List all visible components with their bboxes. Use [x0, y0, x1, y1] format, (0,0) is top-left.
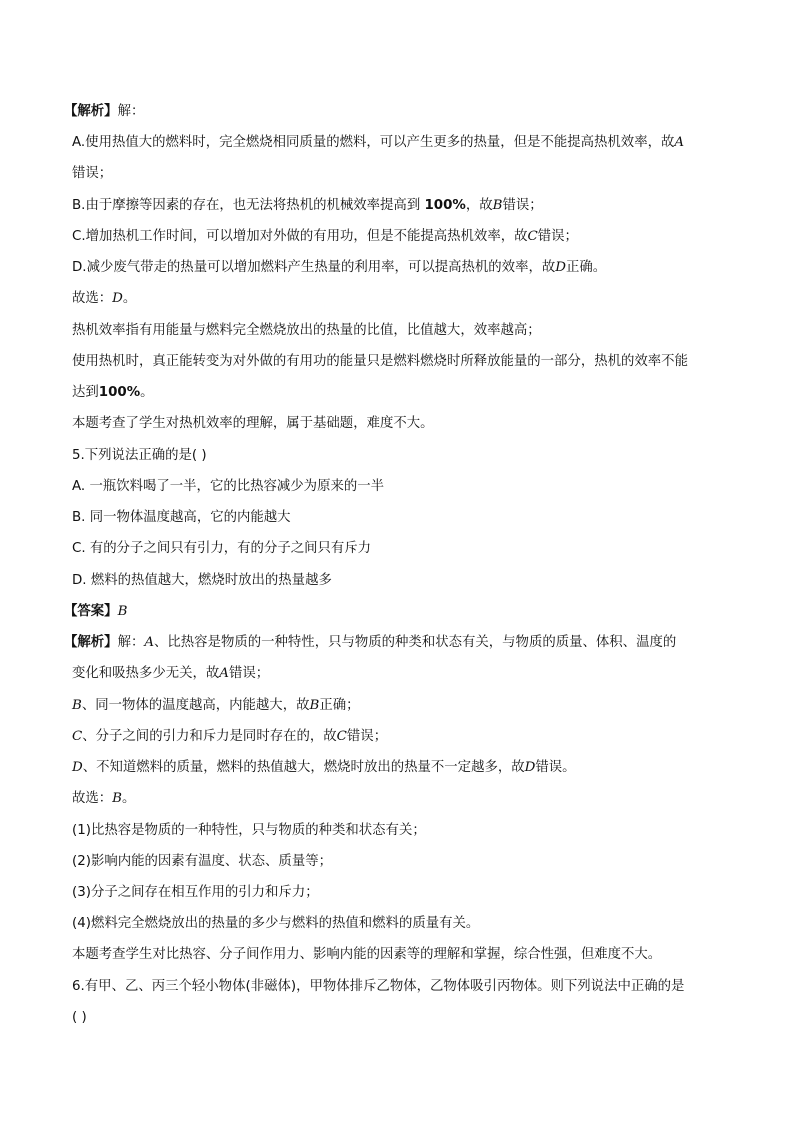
analysis-5-line-2: [72, 665, 269, 683]
analysis-c-letter: C: [527, 229, 538, 244]
choice-label: 故选：: [72, 291, 113, 306]
summary-line-2: [72, 946, 661, 964]
point-text-3: (3)分子之间存在相互作用的引力和斥力；: [72, 885, 319, 900]
analysis-5-line-5: [72, 759, 576, 777]
analysis-5-text-5: 、不知道燃料的质量，燃料的热值越大，燃烧时放出的热量不一定越多，故: [82, 760, 525, 775]
analysis-line-c: [72, 228, 578, 246]
analysis-5-text-4: 、分子之间的引力和斥力是同时存在的，故: [82, 729, 337, 744]
analysis-5-line-1: [64, 634, 676, 652]
analysis-5-letter-a: A: [144, 635, 155, 650]
analysis-5-text-1: 、比热容是物质的一种特性，只与物质的种类和状态有关，与物质的质量、体积、温度的: [154, 635, 677, 650]
note-line-1: [72, 322, 541, 340]
option-b-text: B. 同一物体温度越高，它的内能越大: [72, 510, 291, 525]
question-5-option-a: [72, 478, 384, 496]
note-value: 100%: [98, 385, 141, 400]
choice-2-end: 。: [122, 791, 136, 806]
point-line-2: [72, 853, 332, 871]
question-6-text: 6.有甲、乙、丙三个轻小物体(非磁体)，甲物体排斥乙物体，乙物体吸引丙物体。则下列说法中正确的是: [72, 979, 685, 994]
choice-letter: D: [112, 291, 123, 306]
option-c-text: C. 有的分子之间只有引力，有的分子之间只有斥力: [72, 541, 372, 556]
analysis-5-end-3: 正确；: [319, 698, 360, 713]
point-line-1: [72, 822, 426, 840]
analysis-b-value: 100%: [424, 198, 466, 213]
analysis-b-letter: B: [492, 198, 503, 213]
analysis-5-letter-b: B: [72, 698, 82, 713]
analysis-5-end-4: 错误；: [346, 729, 388, 744]
question-6-paren: [72, 1009, 87, 1027]
analysis-5-tag: 【解析】: [64, 635, 118, 650]
point-line-3: [72, 884, 319, 902]
point-text-4: (4)燃料完全燃烧放出的热量的多少与燃料的热值和燃料的质量有关。: [72, 916, 480, 931]
analysis-line-b: [72, 197, 543, 215]
analysis-5-letter-d: D: [72, 760, 83, 775]
note-text-2: 使用热机时，真正能转变为对外做的有用功的能量只是燃料燃烧时所释放能量的一部分，热机的效率不能: [72, 354, 688, 369]
point-text-1: (1)比热容是物质的一种特性，只与物质的种类和状态有关；: [72, 823, 426, 838]
choice-2-letter: B: [112, 791, 123, 806]
analysis-5-letter-d2: D: [524, 760, 536, 775]
analysis-b-text: B.由于摩擦等因素的存在，也无法将热机的机械效率提高到: [72, 198, 421, 213]
note-line-3: [72, 384, 154, 402]
analysis-5-letter-a2: A: [219, 666, 229, 681]
analysis-d-letter: D: [555, 260, 566, 275]
analysis-a-text: A.使用热值大的燃料时，完全燃烧相同质量的燃料，可以产生更多的热量，但是不能提高热机效率，故: [72, 135, 675, 150]
analysis-5-end-5: 错误。: [535, 760, 576, 775]
note-text-3: 达到: [72, 385, 99, 400]
choice-line-2: [72, 790, 135, 808]
analysis-header: [64, 103, 144, 121]
analysis-5-text-3: 、同一物体的温度越高，内能越大，故: [81, 698, 310, 713]
analysis-tag: 【解析】: [64, 104, 118, 119]
analysis-c-text: C.增加热机工作时间，可以增加对外做的有用功，但是不能提高热机效率，故: [72, 229, 528, 244]
answer-tag: 【答案】: [64, 604, 118, 619]
point-text-2: (2)影响内能的因素有温度、状态、质量等；: [72, 854, 332, 869]
option-a-text: A. 一瓶饮料喝了一半，它的比热容减少为原来的一半: [72, 479, 385, 494]
analysis-line-d: [72, 259, 606, 277]
analysis-a-letter: A: [674, 135, 685, 150]
analysis-5-letter-c2: C: [336, 729, 347, 744]
analysis-a-cont-text: 错误；: [72, 166, 113, 181]
summary-text-1: 本题考查了学生对热机效率的理解，属于基础题，难度不大。: [72, 416, 434, 431]
point-line-4: [72, 915, 479, 933]
analysis-5-letter-c: C: [72, 729, 83, 744]
question-6-paren-text: ( ): [72, 1010, 87, 1025]
choice-2-label: 故选：: [72, 791, 113, 806]
option-d-text: D. 燃料的热值越大，燃烧时放出的热量越多: [72, 573, 332, 588]
analysis-b-end: 错误；: [502, 198, 543, 213]
answer-line: [64, 603, 127, 621]
question-5-option-b: [72, 509, 291, 527]
choice-end: 。: [122, 291, 137, 306]
note-text-1: 热机效率指有用能量与燃料完全燃烧放出的热量的比值，比值越大，效率越高；: [72, 323, 541, 338]
analysis-5-text-2: 变化和吸热多少无关，故: [72, 666, 220, 681]
analysis-5-letter-b2: B: [309, 698, 320, 713]
analysis-d-text: D.减少废气带走的热量可以增加燃料产生热量的利用率，可以提高热机的效率，故: [72, 260, 556, 275]
question-6-stem: [72, 978, 684, 996]
question-5-option-c: [72, 540, 371, 558]
analysis-line-a: [72, 134, 684, 152]
analysis-5-end-2: 错误；: [228, 666, 270, 681]
note-line-2: [72, 353, 688, 371]
analysis-5-line-3: [72, 697, 360, 715]
summary-text-2: 本题考查学生对比热容、分子间作用力、影响内能的因素等的理解和掌握，综合性强，但难度不大。: [72, 947, 662, 962]
note-end: 。: [140, 385, 154, 400]
question-5-text: 5.下列说法正确的是( ): [72, 448, 207, 463]
analysis-5-line-4: [72, 728, 387, 746]
question-5-stem: [72, 447, 207, 465]
analysis-c-end: 错误；: [537, 229, 578, 244]
answer-letter: B: [117, 604, 128, 619]
analysis-d-end: 正确。: [566, 260, 607, 275]
choice-line-1: [72, 290, 136, 308]
analysis-b-post: ，故: [465, 198, 493, 213]
analysis-head: 解：: [117, 104, 145, 119]
analysis-5-head: 解：: [117, 635, 145, 650]
question-5-option-d: [72, 572, 332, 590]
summary-line-1: [72, 415, 434, 433]
analysis-line-a-cont: [72, 165, 112, 183]
